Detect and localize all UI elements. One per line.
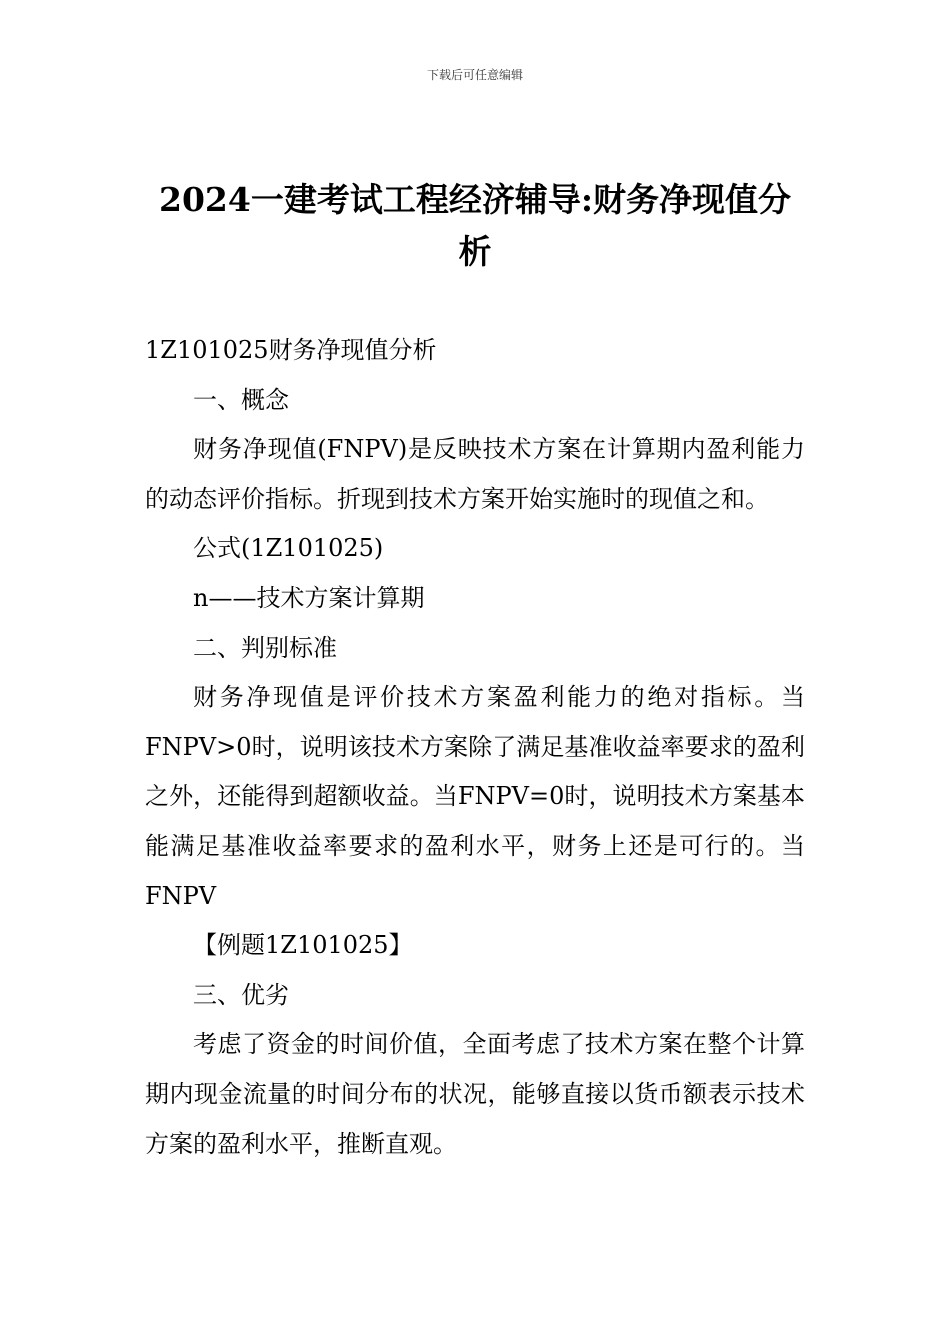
heading-merits: 三、优劣 [193,980,289,1009]
section-code: 1Z101025财务净现值分析 [145,336,437,364]
concept-paragraph: 财务净现值(FNPV)是反映技术方案在计算期内盈利能力的动态评价指标。折现到技术方案开始实施时的现值之和。 [145,435,805,513]
document-title: 2024一建考试工程经济辅导:财务净现值分析 [158,180,792,271]
document-body [145,326,805,1169]
page-header-note: 下载后可任意编辑 [426,68,523,82]
example-label: 【例题1Z101025】 [193,931,413,960]
criteria-paragraph: 财务净现值是评价技术方案盈利能力的绝对指标。当FNPV>0时，说明该技术方案除了满足基准收益率要求的盈利之外，还能得到超额收益。当FNPV=0时，说明技术方案基本能满足基准收益率要求的盈利水平，财务上还是可行的。当FNPV [145,683,805,910]
formula-note: n——技术方案计算期 [193,583,425,612]
heading-criteria: 二、判别标准 [193,633,337,662]
formula-line: 公式(1Z101025) [193,534,384,563]
merits-paragraph: 考虑了资金的时间价值，全面考虑了技术方案在整个计算期内现金流量的时间分布的状况，能够直接以货币额表示技术方案的盈利水平，推断直观。 [145,1030,805,1158]
heading-concept: 一、概念 [193,385,289,414]
